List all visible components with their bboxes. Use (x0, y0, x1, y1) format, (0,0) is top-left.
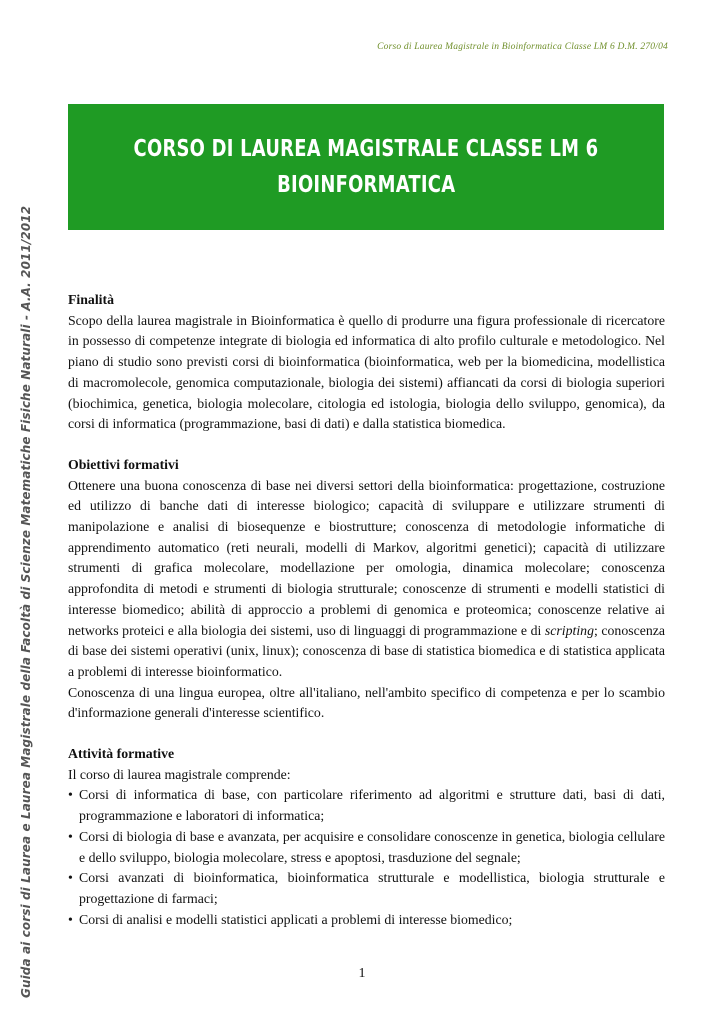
bullet-icon: • (68, 870, 73, 886)
paragraph: Scopo della laurea magistrale in Bioinformatica è quello di produrre una figura professionale di ricercatore in possesso di competenze integrate di biologia ed informatica di alto profilo culturale e metodologico. Nel piano di studio sono previsti corsi di bioinformatica (bioinformatica, web per la biomedicina, modellistica di macromolecole, genomica computazionale, biologia dei sistemi) affiancati da corsi di biologia superiori (biochimica, genetica, biologia molecolare, citologia ed istologia, biologia dello sviluppo, genomica), da corsi di informatica (programmazione, basi di dati) e dalla statistica biomedica. (68, 312, 665, 432)
paragraph: Conoscenza di una lingua europea, oltre all'italiano, nell'ambito specifico di competenza e per lo scambio d'informazione generali d'interesse scientifico. (68, 684, 665, 721)
paragraph-text: ; conoscenza di base dei sistemi operativi (unix, linux); conoscenza di base di statistica biomedica e di statistica applicata a problemi di interesse bioinformatico. (68, 622, 665, 679)
list-item-text: Corsi di biologia di base e avanzata, per acquisire e consolidare conoscenze in genetica, biologia cellulare e dello sviluppo, biologia molecolare, stress e apoptosi, trasduzione del segnale; (79, 828, 665, 865)
list-item (68, 785, 665, 826)
paragraph (68, 476, 665, 683)
page-number: 1 (358, 966, 366, 981)
section-obiettivi (68, 455, 665, 724)
bullet-icon: • (68, 828, 73, 844)
title-line-1: CORSO DI LAUREA MAGISTRALE CLASSE LM 6 (133, 136, 599, 162)
section-title: Obiettivi formativi (68, 456, 179, 472)
list-item (68, 910, 665, 931)
list-item-text: Corsi di analisi e modelli statistici applicati a problemi di interesse biomedico; (79, 911, 513, 927)
list-item-text: Corsi avanzati di bioinformatica, bioinformatica strutturale e modellistica, biologia strutturale e progettazione di farmaci; (79, 870, 665, 906)
paragraph-text: Ottenere una buona conoscenza di base nei diversi settori della bioinformatica: progettazione, costruzione ed utilizzo di banche dati di interesse biologico; capacità di sviluppare e utilizzare strumenti di manipolazione e analisi di biosequenze e biostrutture; conoscenza di metodologie informatiche di apprendimento automatico (reti neurali, modelli di Markov, algoritmi genetici); capacità di utilizzare strumenti di grafica molecolare, modellazione per omologia, dinamica molecolare; conoscenza approfondita di metodi e strumenti di biologia strutturale; conoscenze di strumenti e modelli statistici di interesse biomedico; abilità di approccio a problemi di genomica e proteomica; conoscenze relative ai networks proteici e alla biologia dei sistemi, uso di linguaggi di programmazione e di (68, 477, 665, 638)
list-item-text: Corsi di informatica di base, con particolare riferimento ad algoritmi e strutture dati, basi di dati, programmazione e laboratori di informatica; (79, 787, 665, 824)
side-caption: Guida ai corsi di Laurea e Laurea Magistrale della Facoltà di Scienze Matematiche Fisiche Naturali - A.A. 2011/2012 (19, 205, 33, 998)
section-attivita (68, 744, 665, 930)
section-finalita (68, 290, 665, 435)
bullet-list (68, 785, 665, 930)
italic-term: scripting (544, 622, 594, 638)
title-line-2: BIOINFORMATICA (276, 172, 456, 198)
section-title: Attività formative (68, 746, 175, 762)
bullet-icon: • (68, 911, 73, 927)
paragraph: Il corso di laurea magistrale comprende: (68, 766, 291, 782)
section-title: Finalità (68, 292, 114, 307)
list-item (68, 827, 665, 868)
bullet-icon: • (68, 787, 73, 803)
title-banner (68, 104, 664, 230)
running-header: Corso di Laurea Magistrale in Bioinformatica Classe LM 6 D.M. 270/04 (377, 42, 668, 52)
list-item (68, 868, 665, 909)
document-body (68, 290, 665, 950)
